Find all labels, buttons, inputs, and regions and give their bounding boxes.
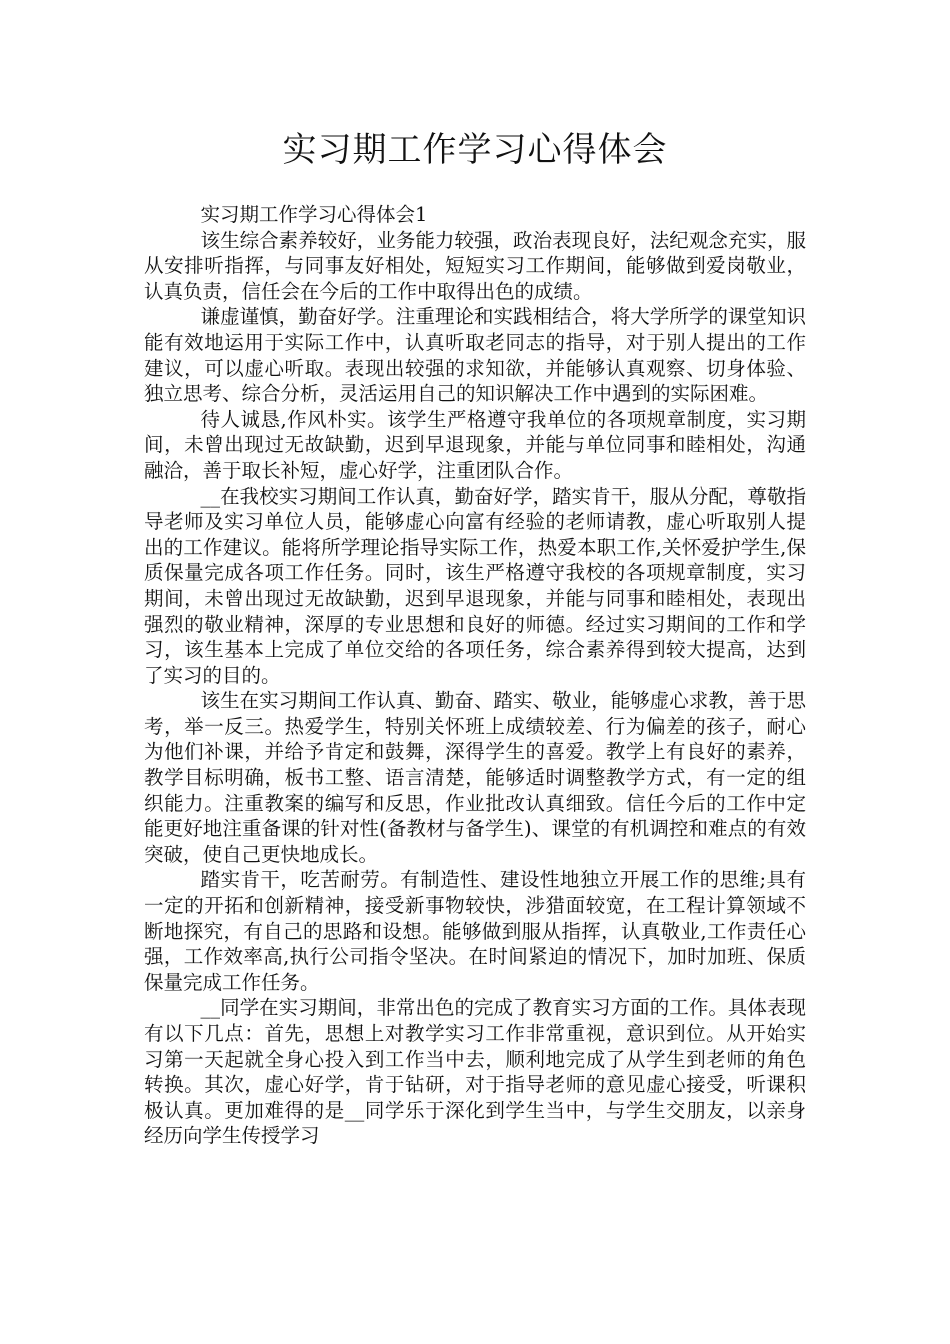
paragraph: 该生综合素养较好，业务能力较强，政治表现良好，法纪观念充实，服从安排听指挥，与同事友好相处，短短实习工作期间，能够做到爱岗敬业，认真负责，信任会在今后的工作中取得出色的成绩。: [144, 228, 806, 303]
paragraph: 踏实肯干，吃苦耐劳。有制造性、建设性地独立开展工作的思维;具有一定的开拓和创新精神，接受新事物较快，涉猎面较宽，在工程计算领域不断地探究，有自己的思路和设想。能够做到服从指挥，认真敬业,工作责任心强，工作效率高,执行公司指令坚决。在时间紧迫的情况下，加时加班、保质保量完成工作任务。: [144, 868, 806, 994]
paragraph: __在我校实习期间工作认真，勤奋好学，踏实肯干，服从分配，尊敬指导老师及实习单位人员，能够虚心向富有经验的老师请教，虚心听取别人提出的工作建议。能将所学理论指导实际工作，热爱本职工作,关怀爱护学生,保质保量完成各项工作任务。同时，该生严格遵守我校的各项规章制度，实习期间，未曾出现过无故缺勤，迟到早退现象，并能与同事和睦相处，表现出强烈的敬业精神，深厚的专业思想和良好的师德。经过实习期间的工作和学习，该生基本上完成了单位交给的各项任务，综合素养得到较大提高，达到了实习的目的。: [144, 484, 806, 687]
paragraph: __同学在实习期间，非常出色的完成了教育实习方面的工作。具体表现有以下几点：首先，思想上对教学实习工作非常重视，意识到位。从开始实习第一天起就全身心投入到工作当中去，顺利地完成了从学生到老师的角色转换。其次，虚心好学，肯于钻研，对于指导老师的意见虚心接受，听课积极认真。更加难得的是__同学乐于深化到学生当中，与学生交朋友，以亲身经历向学生传授学习: [144, 996, 806, 1148]
section-heading: 实习期工作学习心得体会1: [200, 203, 428, 226]
document-body: [144, 202, 806, 1149]
paragraph: 该生在实习期间工作认真、勤奋、踏实、敬业，能够虚心求教，善于思考，举一反三。热爱学生，特别关怀班上成绩较差、行为偏差的孩子，耐心为他们补课，并给予肯定和鼓舞，深得学生的喜爱。教学上有良好的素养，教学目标明确，板书工整、语言清楚，能够适时调整教学方式，有一定的组织能力。注重教案的编写和反思，作业批改认真细致。信任今后的工作中定能更好地注重备课的针对性(备教材与备学生)、课堂的有机调控和难点的有效突破，使自己更快地成长。: [144, 689, 806, 866]
paragraph: 谦虚谨慎，勤奋好学。注重理论和实践相结合，将大学所学的课堂知识能有效地运用于实际工作中，认真听取老同志的指导，对于别人提出的工作建议，可以虚心听取。表现出较强的求知欲，并能够认真观察、切身体验、独立思考、综合分析，灵活运用自己的知识解决工作中遇到的实际困难。: [144, 305, 806, 406]
paragraph: 待人诚恳,作风朴实。该学生严格遵守我单位的各项规章制度，实习期间，未曾出现过无故缺勤，迟到早退现象，并能与单位同事和睦相处，沟通融洽，善于取长补短，虚心好学，注重团队合作。: [144, 407, 806, 482]
document-title: 实习期工作学习心得体会: [282, 130, 668, 170]
